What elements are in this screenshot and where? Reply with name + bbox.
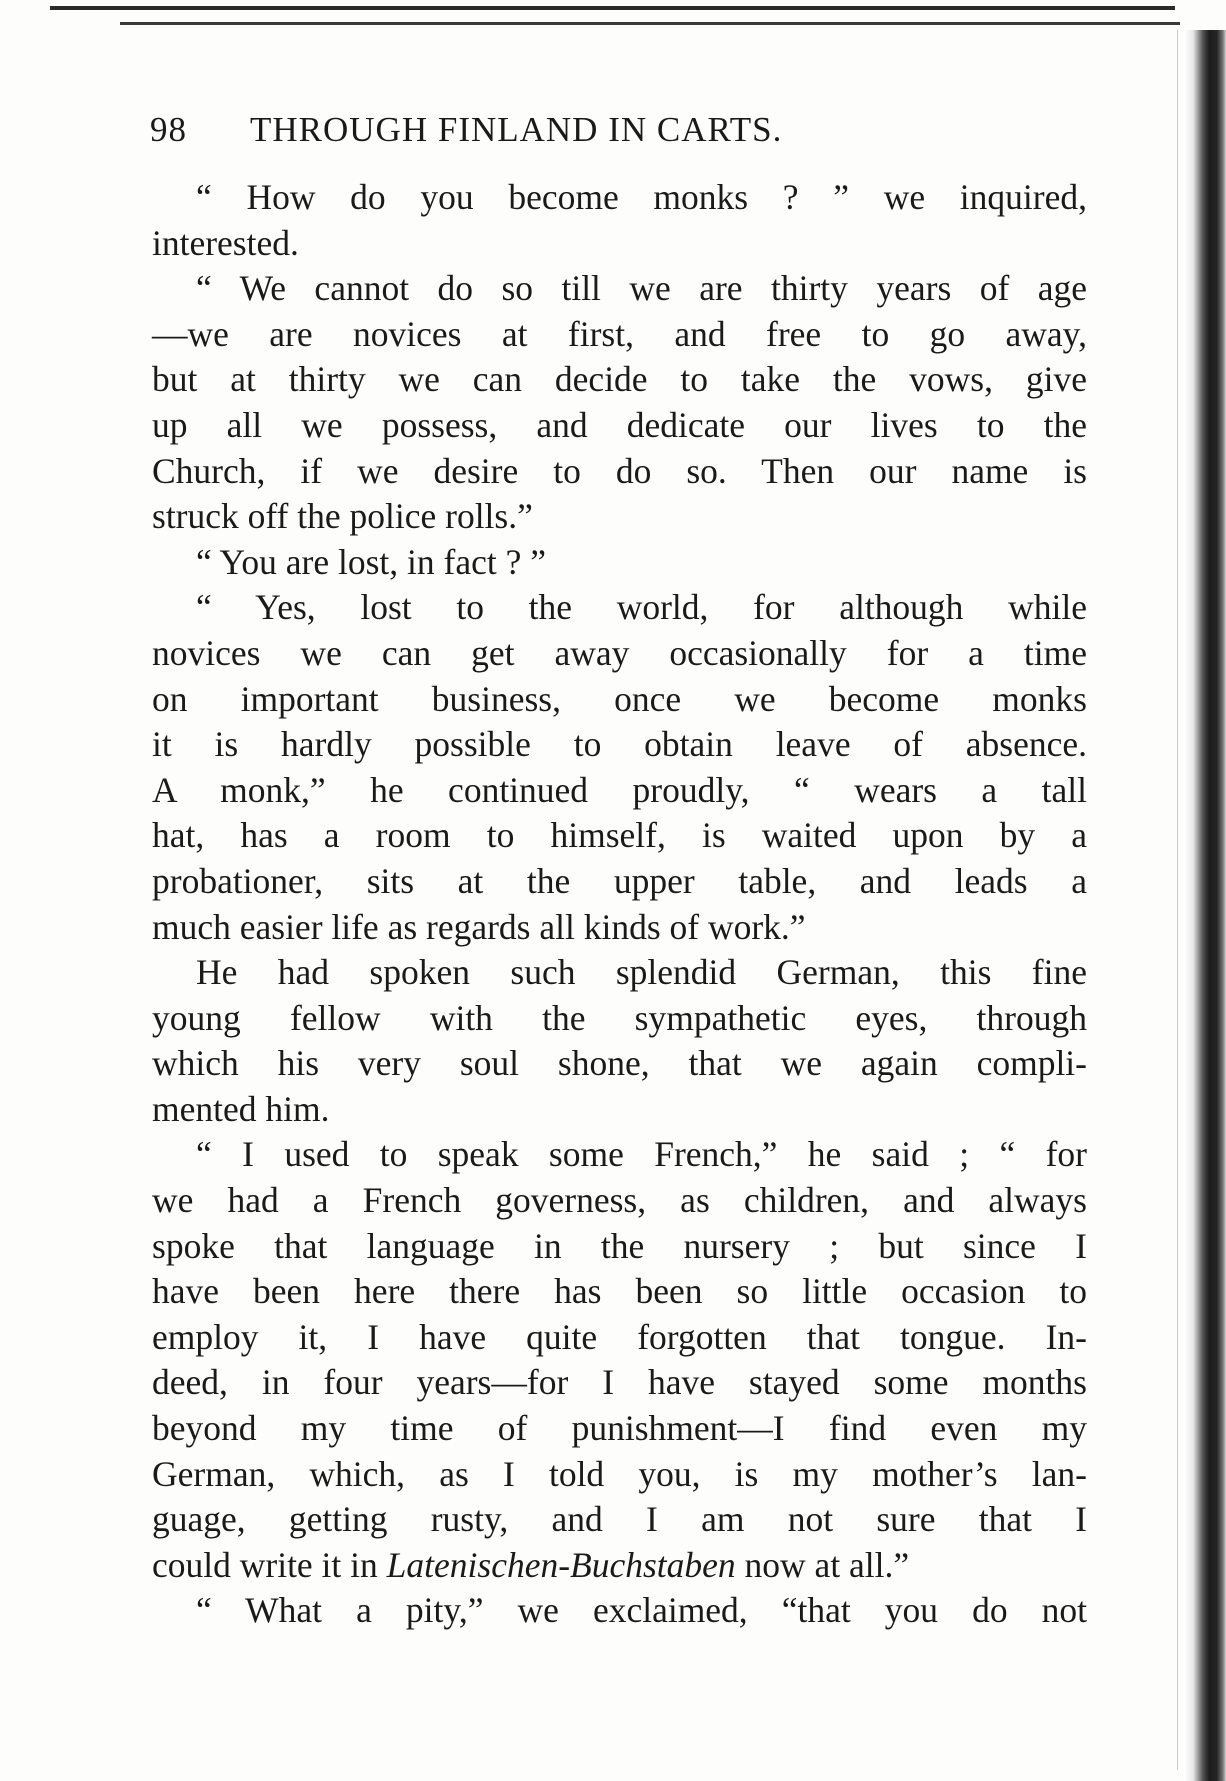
text-segment: could write it in bbox=[152, 1544, 387, 1585]
text-line: which his very soul shone, that we again compli- bbox=[152, 1043, 1087, 1084]
page-number: 98 bbox=[150, 110, 187, 149]
text-line: “ We cannot do so till we are thirty years of age bbox=[196, 268, 1087, 309]
book-gutter-shadow bbox=[1184, 30, 1226, 1781]
text-line: “ Yes, lost to the world, for although while bbox=[196, 587, 1087, 628]
text-line: “ I used to speak some French,” he said ; “ for bbox=[196, 1134, 1087, 1175]
text-line: up all we possess, and dedicate our lives to the bbox=[152, 404, 1087, 445]
text-line: struck off the police rolls.” bbox=[152, 496, 533, 537]
text-line: Church, if we desire to do so. Then our name is bbox=[152, 450, 1087, 491]
top-edge-rule bbox=[50, 6, 1175, 10]
text-line: on important business, once we become monks bbox=[152, 678, 1087, 719]
text-line: interested. bbox=[152, 222, 299, 263]
page-header bbox=[150, 110, 1090, 162]
text-line-with-italic bbox=[152, 1543, 1087, 1589]
text-line: He had spoken such splendid German, this fine bbox=[196, 952, 1087, 993]
text-line: “ You are lost, in fact ? ” bbox=[196, 541, 546, 582]
text-line: probationer, sits at the upper table, and leads a bbox=[152, 860, 1087, 901]
body-text bbox=[152, 175, 1087, 1634]
italic-term: Latenischen-Buchstaben bbox=[386, 1544, 736, 1585]
text-line: A monk,” he continued proudly, “ wears a tall bbox=[152, 769, 1087, 810]
text-segment: now at all.” bbox=[735, 1544, 910, 1585]
text-line: we had a French governess, as children, and always bbox=[152, 1180, 1087, 1221]
running-title: THROUGH FINLAND IN CARTS. bbox=[250, 110, 783, 149]
text-line: —we are novices at first, and free to go away, bbox=[152, 313, 1087, 354]
text-line: novices we can get away occasionally for a time bbox=[152, 632, 1087, 673]
text-line: hat, has a room to himself, is waited upon by a bbox=[152, 815, 1087, 856]
text-line: German, which, as I told you, is my mother’s lan- bbox=[152, 1453, 1087, 1494]
text-line: mented him. bbox=[152, 1088, 330, 1129]
gutter-line bbox=[1177, 30, 1178, 1770]
top-edge-rule-inner bbox=[120, 22, 1180, 25]
text-line: “ How do you become monks ? ” we inquired, bbox=[196, 177, 1087, 217]
text-line: beyond my time of punishment—I find even my bbox=[152, 1408, 1087, 1449]
text-line: but at thirty we can decide to take the vows, give bbox=[152, 359, 1087, 400]
text-line: much easier life as regards all kinds of work.” bbox=[152, 906, 806, 947]
text-line: employ it, I have quite forgotten that tongue. In- bbox=[152, 1316, 1087, 1357]
text-line: have been here there has been so little occasion to bbox=[152, 1271, 1087, 1312]
text-line: deed, in four years—for I have stayed some months bbox=[152, 1362, 1087, 1403]
text-line: guage, getting rusty, and I am not sure that I bbox=[152, 1499, 1087, 1540]
text-line: young fellow with the sympathetic eyes, through bbox=[152, 997, 1087, 1038]
text-line: spoke that language in the nursery ; but since I bbox=[152, 1225, 1087, 1266]
text-line: “ What a pity,” we exclaimed, “that you do not bbox=[196, 1590, 1087, 1631]
text-line: it is hardly possible to obtain leave of absence. bbox=[152, 724, 1087, 765]
